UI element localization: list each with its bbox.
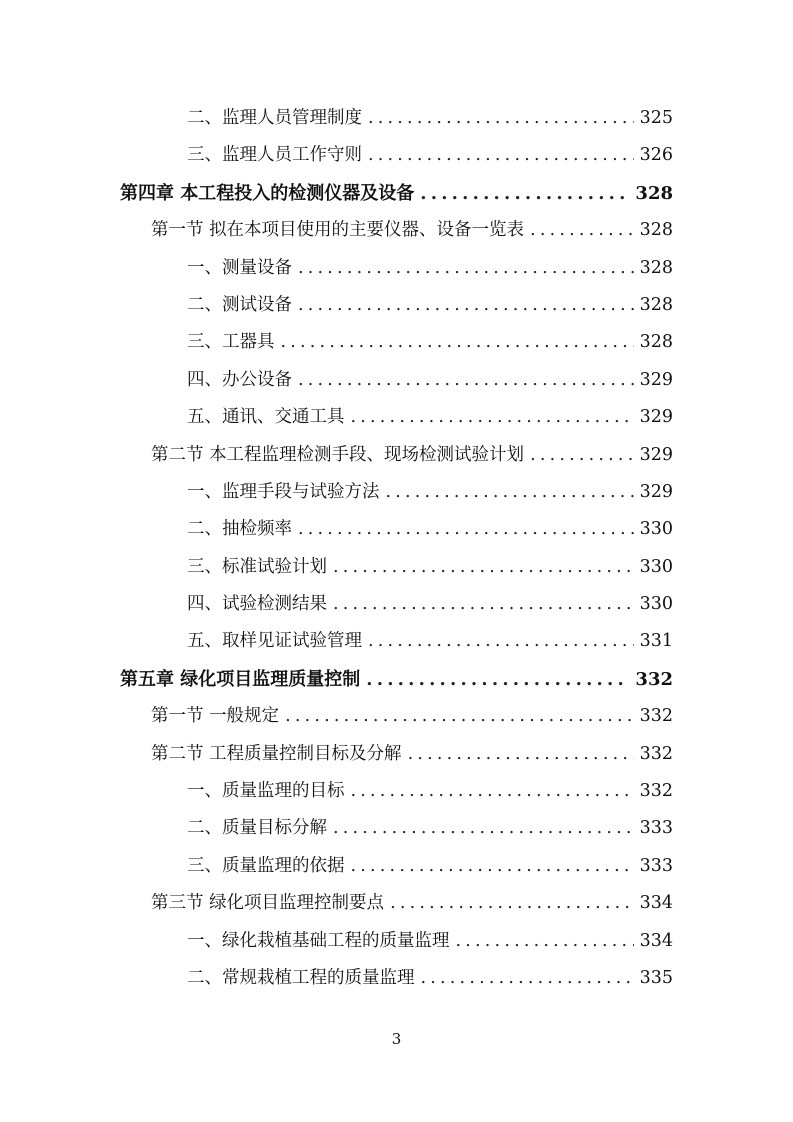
toc-entry-title: 三、工器具 [187, 332, 275, 353]
toc-leader-dots [408, 736, 634, 773]
toc-leader-dots [298, 362, 634, 399]
toc-entry-page: 328 [639, 294, 673, 315]
toc-leader-dots [298, 250, 634, 287]
toc-subsection-entry[interactable] [0, 324, 793, 361]
toc-entry-title: 一、测量设备 [187, 257, 292, 278]
toc-leader-dots [351, 773, 634, 810]
toc-leader-dots [351, 848, 634, 885]
toc-subsection-entry[interactable] [0, 287, 793, 324]
toc-subsection-entry[interactable] [0, 474, 793, 511]
toc-subsection-entry[interactable] [0, 549, 793, 586]
toc-entry-title: 五、通讯、交通工具 [187, 407, 345, 428]
toc-entry-title: 二、质量目标分解 [187, 818, 327, 839]
toc-entry-page: 333 [639, 855, 673, 876]
toc-subsection-entry[interactable] [0, 362, 793, 399]
toc-subsection-entry[interactable] [0, 810, 793, 847]
toc-leader-dots [386, 474, 634, 511]
toc-leader-dots [420, 175, 629, 212]
toc-entry-page: 332 [639, 743, 673, 764]
toc-entry-page: 329 [639, 481, 673, 502]
toc-subsection-entry[interactable] [0, 848, 793, 885]
toc-subsection-entry[interactable] [0, 923, 793, 960]
toc-entry-page: 330 [639, 594, 673, 615]
toc-subsection-entry[interactable] [0, 623, 793, 660]
toc-entry-title: 四、试验检测结果 [187, 594, 327, 615]
toc-leader-dots [368, 100, 634, 137]
toc-subsection-entry[interactable] [0, 960, 793, 997]
toc-leader-dots [281, 324, 634, 361]
toc-entry-title: 二、监理人员管理制度 [187, 107, 362, 128]
toc-entry-title: 第一节 拟在本项目使用的主要仪器、设备一览表 [151, 220, 525, 241]
toc-entry-page: 332 [639, 781, 673, 802]
toc-entry-page: 329 [639, 444, 673, 465]
toc-leader-dots [333, 810, 634, 847]
toc-leader-dots [366, 661, 629, 698]
toc-leader-dots [421, 960, 634, 997]
toc-leader-dots [456, 923, 634, 960]
toc-entry-page: 328 [635, 182, 673, 204]
toc-leader-dots [298, 287, 634, 324]
toc-entry-page: 332 [635, 668, 673, 690]
toc-entry-title: 三、标准试验计划 [187, 556, 327, 577]
toc-entry-page: 331 [639, 631, 673, 652]
toc-entry-title: 三、监理人员工作守则 [187, 145, 362, 166]
toc-subsection-entry[interactable] [0, 511, 793, 548]
toc-entry-title: 三、质量监理的依据 [187, 855, 345, 876]
toc-entry-title: 第二节 本工程监理检测手段、现场检测试验计划 [151, 444, 525, 465]
toc-entry-page: 329 [639, 407, 673, 428]
toc-entry-page: 326 [639, 145, 673, 166]
table-of-contents [0, 100, 793, 997]
toc-entry-title: 一、监理手段与试验方法 [187, 481, 380, 502]
toc-entry-title: 第四章 本工程投入的检测仪器及设备 [120, 182, 415, 204]
toc-leader-dots [530, 212, 634, 249]
toc-entry-page: 328 [639, 220, 673, 241]
toc-subsection-entry[interactable] [0, 137, 793, 174]
toc-entry-title: 一、质量监理的目标 [187, 781, 345, 802]
toc-entry-title: 第三节 绿化项目监理控制要点 [151, 893, 385, 914]
toc-leader-dots [530, 437, 634, 474]
toc-leader-dots [390, 885, 634, 922]
toc-leader-dots [333, 586, 634, 623]
toc-section-entry[interactable] [0, 885, 793, 922]
toc-entry-title: 二、常规栽植工程的质量监理 [187, 967, 415, 988]
toc-leader-dots [351, 399, 634, 436]
toc-entry-page: 333 [639, 818, 673, 839]
toc-chapter-entry[interactable] [0, 175, 793, 212]
toc-entry-title: 五、取样见证试验管理 [187, 631, 362, 652]
toc-leader-dots [368, 623, 634, 660]
toc-entry-title: 第一节 一般规定 [151, 706, 280, 727]
toc-subsection-entry[interactable] [0, 399, 793, 436]
toc-entry-title: 四、办公设备 [187, 369, 292, 390]
page-number: 3 [391, 1030, 402, 1048]
toc-subsection-entry[interactable] [0, 773, 793, 810]
toc-subsection-entry[interactable] [0, 100, 793, 137]
toc-entry-page: 334 [639, 930, 673, 951]
toc-entry-title: 二、测试设备 [187, 294, 292, 315]
toc-section-entry[interactable] [0, 212, 793, 249]
toc-leader-dots [298, 511, 634, 548]
toc-entry-page: 328 [639, 257, 673, 278]
toc-section-entry[interactable] [0, 698, 793, 735]
toc-entry-page: 330 [639, 556, 673, 577]
toc-entry-page: 335 [639, 967, 673, 988]
toc-entry-page: 325 [639, 107, 673, 128]
toc-chapter-entry[interactable] [0, 661, 793, 698]
toc-entry-title: 第二节 工程质量控制目标及分解 [151, 743, 402, 764]
toc-entry-title: 第五章 绿化项目监理质量控制 [120, 668, 361, 690]
toc-entry-page: 329 [639, 369, 673, 390]
toc-entry-title: 一、绿化栽植基础工程的质量监理 [187, 930, 450, 951]
toc-entry-title: 二、抽检频率 [187, 519, 292, 540]
toc-subsection-entry[interactable] [0, 586, 793, 623]
toc-entry-page: 334 [639, 893, 673, 914]
toc-section-entry[interactable] [0, 437, 793, 474]
toc-entry-page: 332 [639, 706, 673, 727]
toc-entry-page: 328 [639, 332, 673, 353]
toc-subsection-entry[interactable] [0, 250, 793, 287]
toc-section-entry[interactable] [0, 736, 793, 773]
toc-entry-page: 330 [639, 519, 673, 540]
toc-leader-dots [285, 698, 634, 735]
toc-leader-dots [333, 549, 634, 586]
toc-leader-dots [368, 137, 634, 174]
